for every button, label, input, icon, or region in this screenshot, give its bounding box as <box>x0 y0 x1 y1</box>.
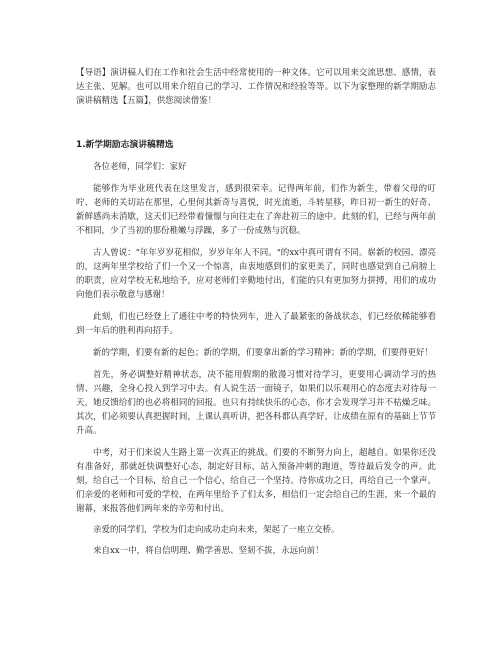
paragraph-body: 中考，对于们来说人生路上第一次真正的挑战。们要的不断努力向上，超越自。如果你还没有准备好，那就赶快调整好心态，制定好目标，站入预备冲刺的跑道，等待最后发令的声。此刻，给自己一个目标，给自己一个信心，给自己一个坚持。待你成功之日，再给自己一个掌声。们亲爱的老师和可爱的学校，在两年里给予了们太多，相信们一定会给自己的生涯，来一个最的谢幕，来报答他们两年来的辛劳和付出。 <box>76 448 436 514</box>
paragraph-body: 新的学期，们要有新的起色；新的学期，们要拿出新的学习精神；新的学期，们要得更好！ <box>93 348 434 358</box>
paragraph-body: 此刻，们也已经登上了通往中考的特快列车，进入了最紧张的备战状态，们已经依稀能够看到一年后的胜利再向招手。 <box>76 312 436 336</box>
paragraph-body: 能够作为毕业班代表在这里发言，感到很荣幸。记得两年前，们作为新生，带着父母的叮咛、老师的关切站在那里，心里何其新奇与喜悦，时光流逝，斗转星移，昨日初一新生的好奇、新鲜感尚未消歇，这天们已经带着憧憬与向往走在了奔赴初三的途中。此刻的们，已经与两年前不相同，少了当初的那份稚嫩与浮躁，多了一份成熟与沉稳。 <box>76 184 436 236</box>
paragraph-body: 首先，务必调整好精神状态，决不能用假期的散漫习惯对待学习，更要用心调动学习的热情、兴趣，全身心投入到学习中去。有人说生活一面镜子，如果们以乐观用心的态度去对待每一天，她反馈给们的也必将相同的回报。也只有持续快乐的心态，你才会发现学习并不枯燥乏味。其次，们必须要认真把握时间，上课认真听讲，把各科都认真学好，让成绩在原有的基础上节节升高。 <box>76 370 436 436</box>
paragraph-greeting: 各位老师，同学们：家好 <box>93 162 187 172</box>
paragraph-body: 古人曾说："年年岁岁花相似，岁岁年年人不同。"的xx中真可谓有不同。崭新的校园、漂亮的，这两年里学校给了们一个又一个惊喜，由衷地感到们的家更美了，同时也感觉到自己肩膀上的职责，应对学校无私地给予，应对老师们辛勤地付出，们能的只有更加努力拼搏，用们的成功向他们表示敬意与感谢！ <box>76 248 436 300</box>
section-title: 1.新学期励志演讲稿精选 <box>76 140 174 150</box>
intro-paragraph: 【导语】演讲稿人们在工作和社会生活中经常使用的一种文体。它可以用来交流思想、感情，表达主张、见解。也可以用来介绍自己的学习、工作情况和经验等等。以下为家整理的新学期励志演讲稿精选【五篇】，供您阅读借鉴！ <box>76 68 436 106</box>
paragraph-closing: 来自xx一中，将自信明理、勤学善思、坚韧不拔，永远向前！ <box>93 546 324 556</box>
paragraph-body: 亲爱的同学们，学校为们走向成功走向未来，架起了一座立交桥。 <box>93 525 340 535</box>
document-page <box>76 66 436 565</box>
